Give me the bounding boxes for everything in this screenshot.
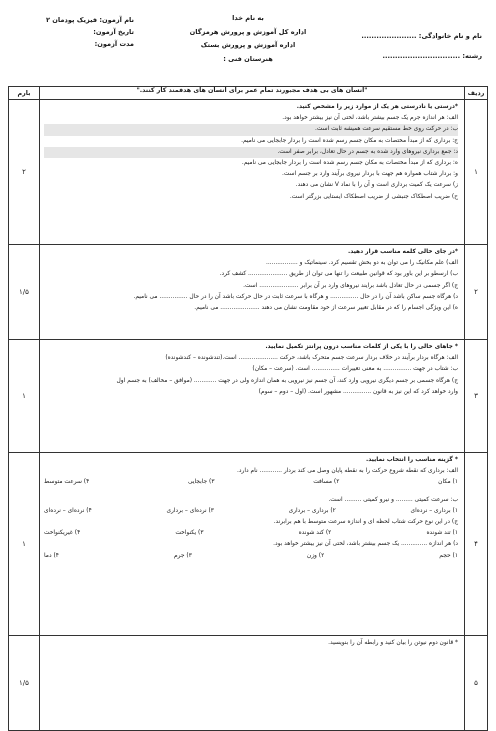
exam-title: نام آزمون: فیزیک پودمان ۲: [45, 16, 134, 24]
question-score: ۱: [9, 453, 40, 636]
exam-info: [14, 14, 134, 50]
statement: الف: هرگاه بردار برآیند در خلاف بردار سرعت جسم متحرک باشد، حرکت ..................... است.(تندشونده – کندشونده): [165, 355, 458, 362]
question-body: [40, 636, 465, 731]
mc-option[interactable]: ۱) حجم: [439, 552, 458, 559]
mc-option[interactable]: ۳) یکنواخت: [175, 530, 204, 537]
statement: د) هرگاه جسم ساکن باشد آن را در حال ............... و هرگاه با سرعت ثابت در حال حرکت باشد آن را در حال ............... می نامیم.: [133, 293, 458, 300]
mc-option[interactable]: ۴) نرده‌ای – نرده‌ای: [44, 507, 92, 514]
mc-option[interactable]: ۲) کند شونده: [298, 530, 332, 537]
statement: د: جمع برداری نیروهای وارد شده به جسم در حال تعادل، برابر صفر است.: [44, 147, 458, 158]
question-body: [40, 245, 465, 340]
column-row-header: ردیف: [465, 87, 488, 100]
field-of-study[interactable]: رشته: ...............................: [382, 52, 482, 60]
mc-option[interactable]: ۴) غیریکنواخت: [44, 530, 81, 537]
student-name-field[interactable]: نام و نام خانوادگی: ......................: [361, 32, 482, 40]
question-body: [40, 340, 465, 453]
question-row: [9, 636, 488, 731]
mc-option[interactable]: ۳) جابجایی: [187, 479, 215, 486]
statement: ز) سرعت یک کمیت برداری است و آن را با نماد V نشان می دهند.: [295, 182, 458, 189]
question-number: ۲: [465, 245, 488, 340]
mc-option[interactable]: ۳) جرم: [173, 552, 192, 559]
question-score: ۲: [9, 100, 40, 245]
instruction: * جاهای خالی را با یکی از کلمات مناسب درون پرانتز تکمیل نمایید.: [265, 344, 458, 350]
local-office: اداره آموزش و پرورش بستک: [200, 41, 296, 49]
question-row: [9, 100, 488, 245]
statement: الف: هر اندازه جرم یک جسم بیشتر باشد، لختی آن نیز بیشتر خواهد بود.: [282, 115, 458, 122]
exam-duration: مدت آزمون:: [94, 40, 134, 48]
provincial-office: اداره کل آموزش و پرورش هرمزگان: [189, 27, 307, 36]
question-row: [9, 245, 488, 340]
mc-stem: د) هر اندازه .............. یک جسم بیشتر باشد، لختی آن نیز بیشتر خواهد بود.: [273, 541, 458, 548]
question-body: [40, 100, 465, 245]
mc-option[interactable]: ۲) مسافت: [313, 479, 340, 486]
statement: ب: در حرکت روی خط مستقیم سرعت همیشه ثابت است.: [44, 124, 458, 135]
mc-option[interactable]: ۱) مکان: [438, 479, 458, 486]
statement: ج) هرگاه جسمی بر جسم دیگری نیرویی وارد کند، آن جسم نیز نیرویی به همان اندازه ولی در جهت ............ (موافق – مخالف) به جسم اول: [116, 377, 458, 384]
instruction: *در جای خالی کلمه مناسب قرار دهید.: [347, 249, 458, 255]
mc-option[interactable]: ۱) برداری – نرده‌ای: [410, 507, 458, 514]
question-body: [40, 453, 465, 636]
statement: وارد خواهد کرد که این نیز به قانون ............... مشهور است. (اول – دوم – سوم): [258, 388, 458, 395]
school-name: هنرستان فنی :: [223, 54, 273, 63]
question-number: ۵: [465, 636, 488, 731]
mc-option[interactable]: ۲) برداری – برداری: [288, 507, 336, 514]
mc-stem: ب: سرعت کمیتی ......... و نیرو کمیتی ......... است.: [328, 496, 458, 503]
statement: ه) این ویژگی اجسام را که در مقابل تغییر سرعت از خود مقاومت نشان می دهند ..................... می نامیم.: [194, 305, 458, 312]
question-score: ۱/۵: [9, 636, 40, 731]
mc-options: [44, 477, 458, 488]
question-score: ۱: [9, 340, 40, 453]
column-score-header: بارم: [9, 87, 40, 100]
statement: و: بردار شتاب همواره هم جهت با بردار نیروی برآیند وارد بر جسم است.: [282, 171, 458, 178]
mc-option[interactable]: ۲) وزن: [306, 552, 325, 559]
question-row: [9, 340, 488, 453]
questions-table: [8, 86, 488, 731]
mc-options: [44, 528, 458, 539]
instruction: *درستی یا نادرستی هر یک از موارد زیر را مشخص کنید.: [296, 104, 458, 110]
mc-options: [44, 506, 458, 517]
exam-header: [8, 8, 488, 86]
exam-date: تاریخ آزمون:: [93, 28, 134, 36]
mc-option[interactable]: ۴) دما: [44, 552, 59, 559]
statement: الف) علم مکانیک را می توان به دو بخش تقسیم کرد. سینماتیک و .................: [265, 260, 458, 267]
question-number: ۱: [465, 100, 488, 245]
mc-stem: الف: برداری که نقطه شروع حرکت را به نقطه پایان وصل می کند بردار ............ نام دارد.: [237, 468, 458, 475]
statement: ج) اگر جسمی در حال تعادل باشد برایند نیروهای وارد بر آن برابر ..................... است.: [243, 282, 458, 289]
instruction: * گزینه مناسب را انتخاب نمایید.: [366, 457, 458, 463]
statement: ب: شتاب در جهت ............... به معنی تغییرات ............... است. (سرعت – مکان): [252, 366, 458, 373]
question-score: ۱/۵: [9, 245, 40, 340]
mc-option[interactable]: ۳) نرده‌ای – برداری: [166, 507, 214, 514]
bismillah: به نام خدا: [232, 14, 264, 22]
student-info: [312, 26, 482, 66]
statement: ج: برداری که از مبدأ مختصات به مکان جسم رسم شده است را بردار جابجایی می نامیم.: [241, 137, 458, 144]
statement: ب) ارسطو بر این باور بود که قوانین طبیعت را تنها می توان از طریق ..................... کشف کرد.: [219, 271, 458, 278]
mc-option[interactable]: ۴) سرعت متوسط: [44, 479, 90, 486]
statement: ح) ضریب اصطکاک جنبشی از ضریب اصطکاک ایستایی بزرگتر است.: [289, 193, 458, 200]
mc-option[interactable]: ۱) تند شونده: [426, 530, 458, 537]
quote: "انسان های بی هدف مجبورند تمام عمر برای انسان های هدفمند کار کنند.": [40, 87, 465, 100]
mc-stem: ج) در این نوع حرکت شتاب لحظه ای و اندازه سرعت متوسط با هم برابرند.: [273, 519, 458, 526]
question-number: ۳: [465, 340, 488, 453]
statement: ه: برداری که از مبدأ مختصات به مکان جسم رسم شده است را بردار جابجایی می نامیم.: [241, 160, 458, 167]
question-row: [9, 453, 488, 636]
question-number: ۴: [465, 453, 488, 636]
mc-options: [44, 551, 458, 562]
statement: * قانون دوم نیوتن را بیان کنید و رابطه آن را بنویسید.: [328, 640, 458, 646]
header-center: [158, 12, 338, 66]
